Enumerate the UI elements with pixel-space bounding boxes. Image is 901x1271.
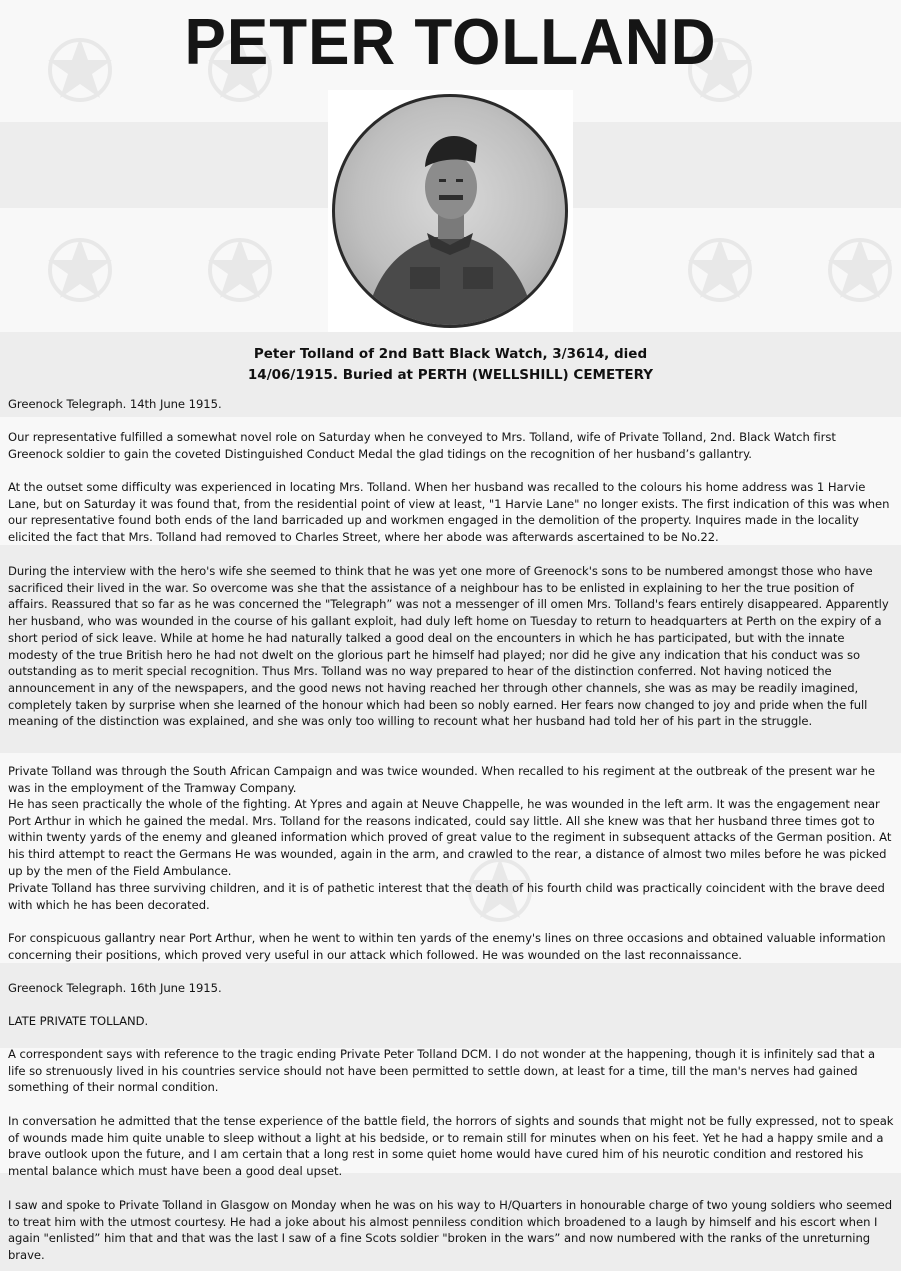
- source-line: Greenock Telegraph. 14th June 1915.: [8, 397, 222, 411]
- portrait-frame: [328, 90, 573, 332]
- regimental-badge-watermark: [200, 230, 280, 310]
- soldier-portrait-photo: [332, 94, 568, 328]
- page-title: PETER TOLLAND: [184, 6, 717, 79]
- article-paragraph: A correspondent says with reference to the tragic ending Private Peter Tolland DCM. I do not wonder at the happening, though it is infinitely sad that a life so strenuously lived in his countries service should not have been permitted to settle down, at least for a time, till the man's nerves had gained something of their normal condition.: [8, 1047, 876, 1095]
- caption-line-1: Peter Tolland of 2nd Batt Black Watch, 3/3614, died: [253, 346, 648, 362]
- soldier-silhouette: [335, 97, 565, 325]
- article-paragraph: He has seen practically the whole of the fighting. At Ypres and again at Neuve Chappelle, he was wounded in the left arm. It was the engagement near Port Arthur in which he gained the medal. Mrs. Tolland for the reasons indicated, could say little. All she knew was that her husband three times got to within twenty yards of the enemy and gleaned information which proved of great value to the regiment in subsequent attacks of the German position. At his third attempt to react the Germans He was wounded, again in the arm, and crawled to the rear, a distance of almost two miles before he was picked up by the men of the Field Ambulance.: [8, 797, 892, 878]
- regimental-badge-watermark: [820, 230, 900, 310]
- portrait-caption: [0, 344, 901, 386]
- article-paragraph: Private Tolland was through the South African Campaign and was twice wounded. When recalled to his regiment at the outbreak of the present war he was in the employment of the Tramway Company.: [8, 764, 876, 795]
- caption-line-2: 14/06/1915. Buried at PERTH (WELLSHILL) CEMETERY: [247, 367, 654, 383]
- article-paragraph: During the interview with the hero's wife she seemed to think that he was yet one more of Greenock's sons to be numbered amongst those who have sacrificed their lived in the war. So overcome was she that the assistance of a neighbour has to be enlisted in explaining to her the true position of affairs. Reassured that so far as he was concerned the "Telegraph” was not a messenger of ill omen Mrs. Tolland's fears entirely disappeared. Apparently her husband, who was wounded in the course of his gallant exploit, had duly left home on Tuesday to return to headquarters at Perth on the expiry of a short period of sick leave. While at home he had naturally talked a good deal on the encounters in which he has participated, but with the innate modesty of the true British hero he had not dwelt on the glorious part he himself had played; nor did he give any indication that his conduct was so outstanding as to merit special recognition. Thus Mrs. Tolland was no way prepared to hear of the distinction conferred. Not having noticed the announcement in any of the newspapers, and the good news not having reached her through other channels, she was as may be readily imagined, completely taken by surprise when she learned of the honour which had been so nobly earned. Her fears now changed to joy and pride when the full meaning of the distinction was explained, and she was only too willing to recount what her husband had told her of his part in the struggle.: [8, 564, 889, 729]
- article-paragraph: In conversation he admitted that the tense experience of the battle field, the horrors of sights and sounds that might not be fully expressed, not to speak of wounds made him quite unable to sleep without a light at his bedside, or to remain still for minutes when on his feet. Yet he had a happy smile and a brave outlook upon the future, and I am certain that a long rest in some quiet home would have cured him of his neurotic condition and restored his mental balance which must have been a good deal upset.: [8, 1114, 894, 1179]
- article-heading: LATE PRIVATE TOLLAND.: [8, 1014, 149, 1028]
- regimental-badge-watermark: [40, 230, 120, 310]
- article-paragraph: Private Tolland has three surviving children, and it is of pathetic interest that the death of his fourth child was practically coincident with the brave deed with which he has been decorated.: [8, 881, 885, 912]
- background-band: [0, 963, 901, 1048]
- source-line: Greenock Telegraph. 16th June 1915.: [8, 981, 222, 995]
- article-paragraph: I saw and spoke to Private Tolland in Glasgow on Monday when he was on his way to H/Quarters in honourable charge of two young soldiers who seemed to treat him with the utmost courtesy. He had a joke about his almost penniless condition which broadened to a laugh by himself and his escort when I again "enlisted” him that and that was the last I saw of a fine Scots soldier "broken in the wars” and now numbered with the ranks of the unreturning brave.: [8, 1198, 893, 1263]
- regimental-badge-watermark: [680, 230, 760, 310]
- article-paragraph: At the outset some difficulty was experienced in locating Mrs. Tolland. When her husband was recalled to the colours his home address was 1 Harvie Lane, but on Saturday it was found that, from the residential point of view at least, "1 Harvie Lane" no longer exists. The first indication of this was when our representative found both ends of the land barricaded up and workmen engaged in the demolition of the property. Inquires made in the locality elicited the fact that Mrs. Tolland had removed to Charles Street, where her abode was afterwards ascertained to be No.22.: [8, 480, 890, 545]
- article-paragraph: For conspicuous gallantry near Port Arthur, when he went to within ten yards of the enemy's lines on three occasions and obtained valuable information concerning their positions, which proved very useful in our attack which followed. He was wounded on the last reconnaissance.: [8, 931, 886, 962]
- article-paragraph: Our representative fulfilled a somewhat novel role on Saturday when he conveyed to Mrs. Tolland, wife of Private Tolland, 2nd. Black Watch first Greenock soldier to gain the coveted Distinguished Conduct Medal the glad tidings on the recognition of her husband’s gallantry.: [8, 430, 836, 461]
